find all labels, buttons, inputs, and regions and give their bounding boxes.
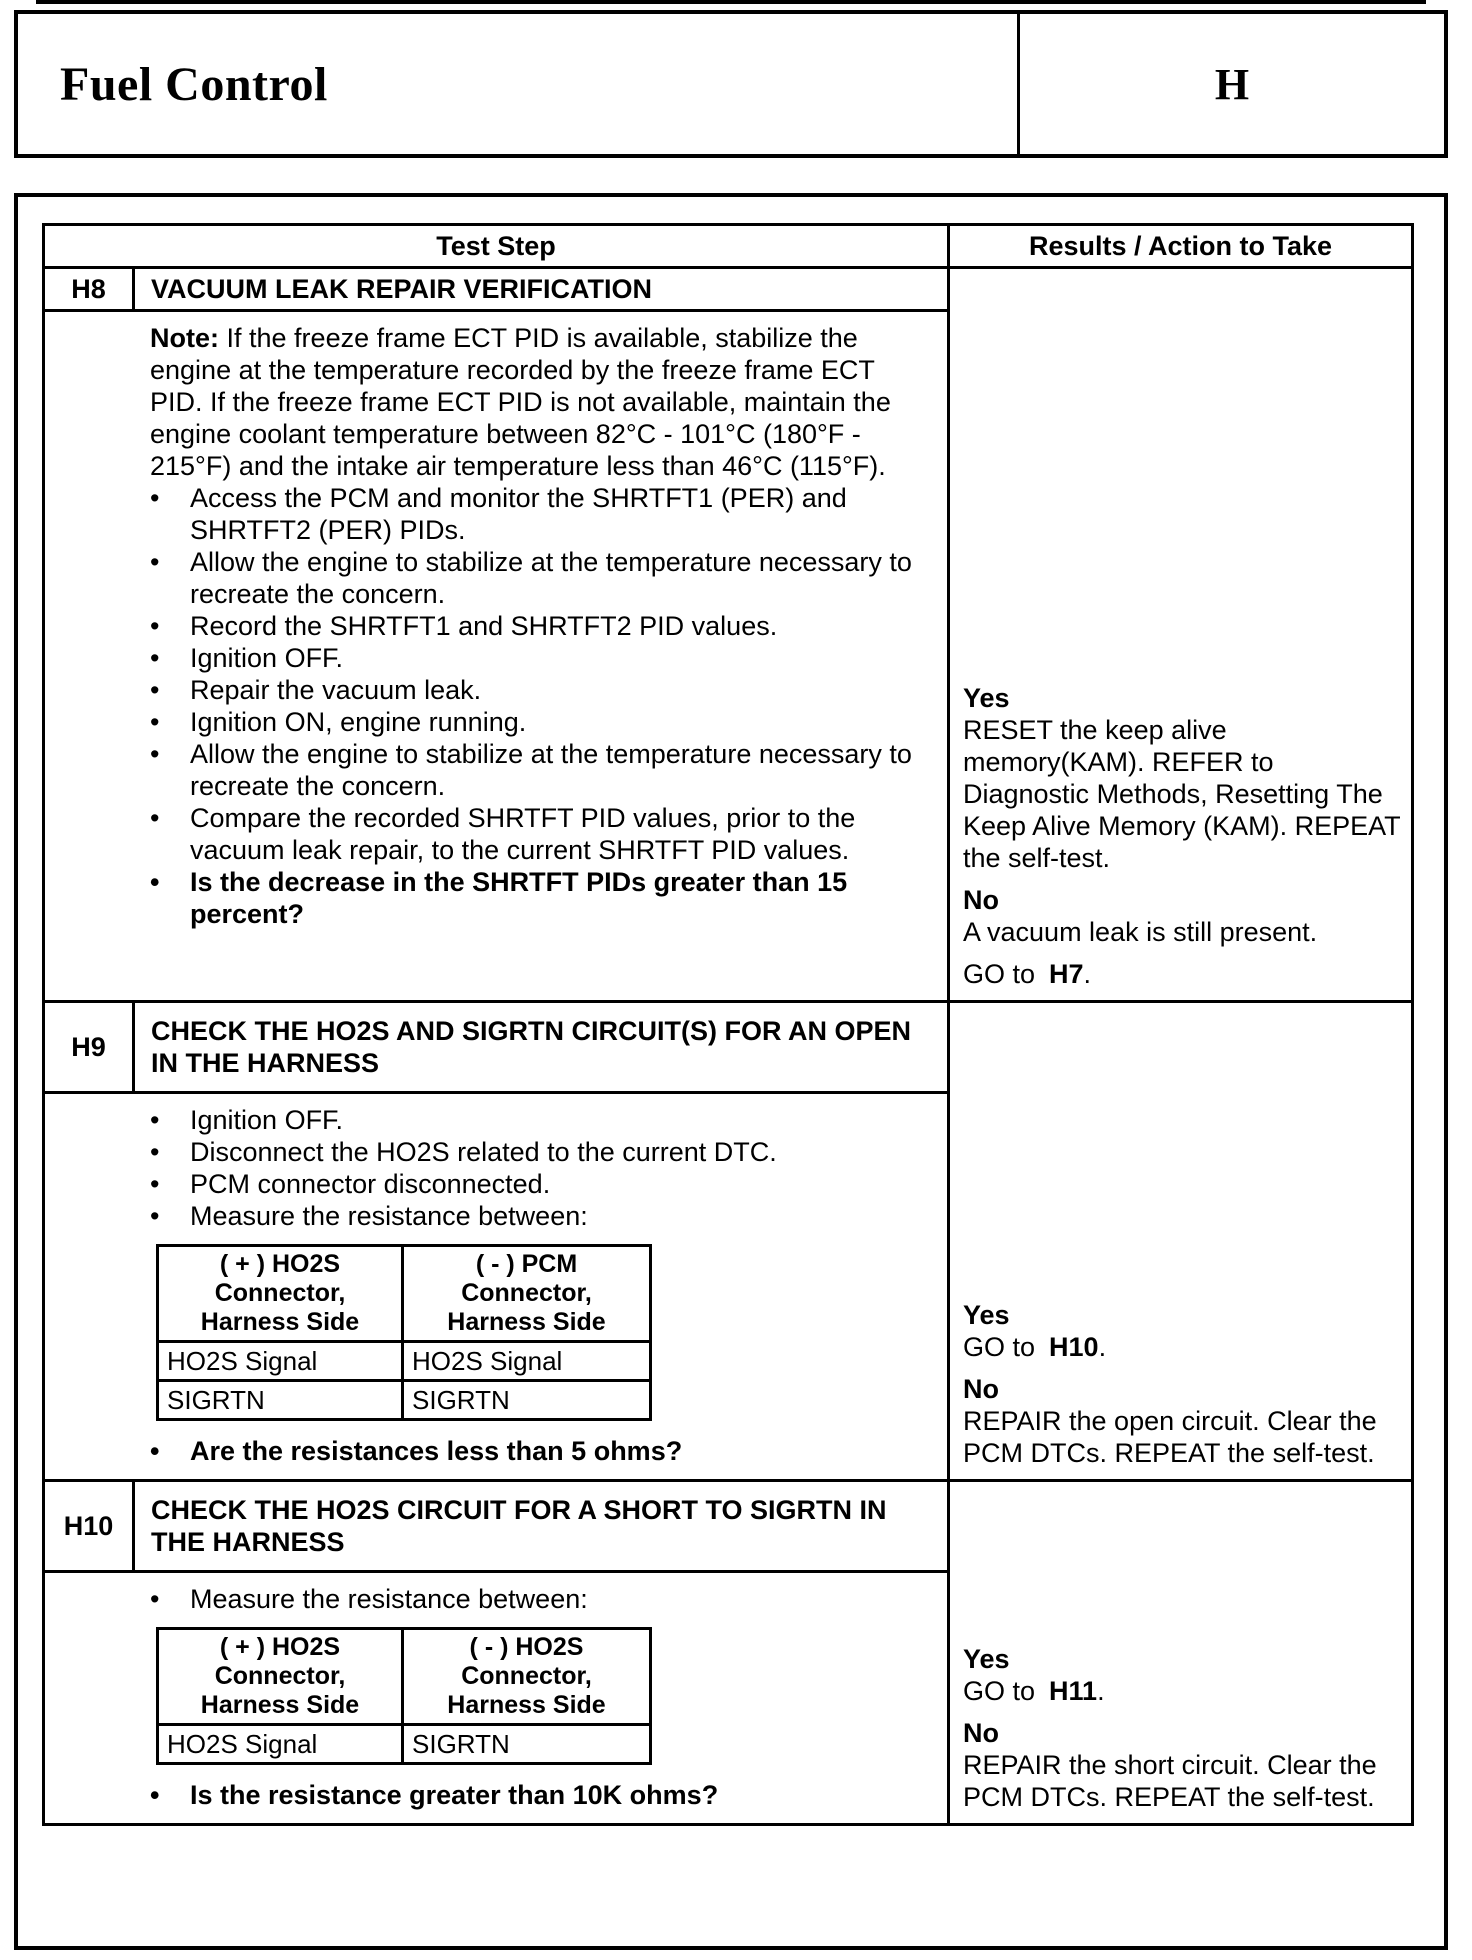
bullet-icon: • [150,611,160,641]
step-title: VACUUM LEAK REPAIR VERIFICATION [151,274,653,304]
list-item: • Measure the resistance between: [150,1201,588,1231]
connector-table [156,1244,652,1421]
list-item: • Ignition OFF. [150,1105,344,1135]
step-id: H8 [45,269,135,309]
connector-table [156,1627,652,1765]
step-results-cell [950,1003,1411,1479]
step-id: H9 [45,1003,135,1091]
list-item: • Allow the engine to stabilize at the temperature necessary to recreate the concern. [150,547,912,609]
bullet-icon: • [150,1169,160,1199]
verdict-yes: Yes [963,1300,1010,1330]
step-results-cell [950,269,1411,1000]
step-results-cell [950,1482,1411,1823]
bullet-icon: • [150,483,160,513]
bullet-icon: • [150,675,160,705]
test-step-h8 [45,269,1411,1000]
connector-table-row: HO2S Signal HO2S Signal [159,1340,649,1379]
step-title-row [45,1482,947,1573]
test-step-h9 [45,1000,1411,1479]
goto-line: GO to H11. [963,1676,1105,1706]
verdict-no: No [963,1718,999,1748]
bullet-icon: • [150,1436,160,1466]
bullet-icon: • [150,707,160,737]
note-paragraph [150,322,933,482]
step-question: • Is the decrease in the SHRTFT PIDs greater than 15 percent? [150,867,848,929]
bullet-icon: • [150,643,160,673]
bullet-icon: • [150,1584,160,1614]
column-header-test-step: Test Step [45,226,950,266]
action-text: A vacuum leak is still present. [963,917,1318,947]
list-item: • Compare the recorded SHRTFT PID values, prior to the vacuum leak repair, to the current SHRTFT PID values. [150,803,856,865]
test-step-h10 [45,1479,1411,1823]
bullet-icon: • [150,547,160,577]
step-body [45,1573,947,1823]
result-no-block [963,1717,1403,1813]
result-yes-block [963,682,1403,874]
step-title: CHECK THE HO2S AND SIGRTN CIRCUIT(S) FOR AN OPEN IN THE HARNESS [151,1016,912,1078]
list-item: • Ignition ON, engine running. [150,707,527,737]
column-header-results: Results / Action to Take [1028,231,1333,261]
goto-line: GO to H7. [963,959,1092,989]
result-yes-block [963,1299,1403,1363]
bullet-icon: • [150,803,160,833]
step-id: H10 [45,1482,135,1570]
step-title-row [45,1003,947,1094]
section-letter: H [1214,59,1250,109]
action-text: REPAIR the short circuit. Clear the PCM DTCs. REPEAT the self-test. [963,1750,1377,1812]
list-item: • Disconnect the HO2S related to the current DTC. [150,1137,777,1167]
page-header [14,10,1448,158]
bullet-icon: • [150,867,160,897]
verdict-no: No [963,1374,999,1404]
action-text: REPAIR the open circuit. Clear the PCM DTCs. REPEAT the self-test. [963,1406,1377,1468]
action-text: RESET the keep alive memory(KAM). REFER to Diagnostic Methods, Resetting The Keep Alive Memory (KAM). REPEAT the self-test. [963,715,1401,873]
goto-line: GO to H10. [963,1332,1107,1362]
result-no-block [963,884,1403,948]
bullet-icon: • [150,1201,160,1231]
content-box [14,193,1448,1950]
result-yes-block [963,1643,1403,1707]
bullet-icon: • [150,1780,160,1810]
list-item: • Allow the engine to stabilize at the temperature necessary to recreate the concern. [150,739,912,801]
bullet-icon: • [150,739,160,769]
list-item: • PCM connector disconnected. [150,1169,551,1199]
step-body [45,312,947,1000]
pinpoint-test-table [42,223,1414,1826]
list-item: • Record the SHRTFT1 and SHRTFT2 PID values. [150,611,778,641]
connector-table-header: ( + ) HO2S Connector, Harness Side ( - ) HO2S Connector, Harness Side [159,1630,649,1723]
table-header-row [45,226,1411,269]
step-title: CHECK THE HO2S CIRCUIT FOR A SHORT TO SIGRTN IN THE HARNESS [151,1495,887,1557]
step-question: • Is the resistance greater than 10K ohms? [150,1780,719,1810]
connector-table-header: ( + ) HO2S Connector, Harness Side ( - ) PCM Connector, Harness Side [159,1247,649,1340]
result-no-block [963,1373,1403,1469]
scan-artifact-line [36,0,1426,4]
connector-table-row: HO2S Signal SIGRTN [159,1723,649,1762]
bullet-icon: • [150,1137,160,1167]
goto-target: H10 [1049,1332,1099,1362]
list-item: • Measure the resistance between: [150,1584,588,1614]
step-body [45,1094,947,1479]
verdict-yes: Yes [963,1644,1010,1674]
list-item: • Repair the vacuum leak. [150,675,482,705]
step-question: • Are the resistances less than 5 ohms? [150,1436,683,1466]
verdict-no: No [963,885,999,915]
verdict-yes: Yes [963,683,1010,713]
goto-target: H7 [1049,959,1084,989]
page-header-title-cell [18,14,1020,154]
step-title-row [45,269,947,312]
connector-table-row: SIGRTN SIGRTN [159,1379,649,1418]
note-label: Note: [150,323,219,353]
list-item: • Ignition OFF. [150,643,344,673]
bullet-icon: • [150,1105,160,1135]
page-title: Fuel Control [60,57,328,111]
note-text: If the freeze frame ECT PID is available, stabilize the engine at the temperature recorded by the freeze frame ECT PID. If the freeze frame ECT PID is not available, maintain the engine coolant temperature between 82°C - 101°C (180°F - 215°F) and the intake air temperature less than 46°C (115°F). [150,323,891,481]
page-header-letter-cell [1020,14,1444,154]
list-item: • Access the PCM and monitor the SHRTFT1 (PER) and SHRTFT2 (PER) PIDs. [150,483,847,545]
goto-target: H11 [1049,1676,1098,1706]
